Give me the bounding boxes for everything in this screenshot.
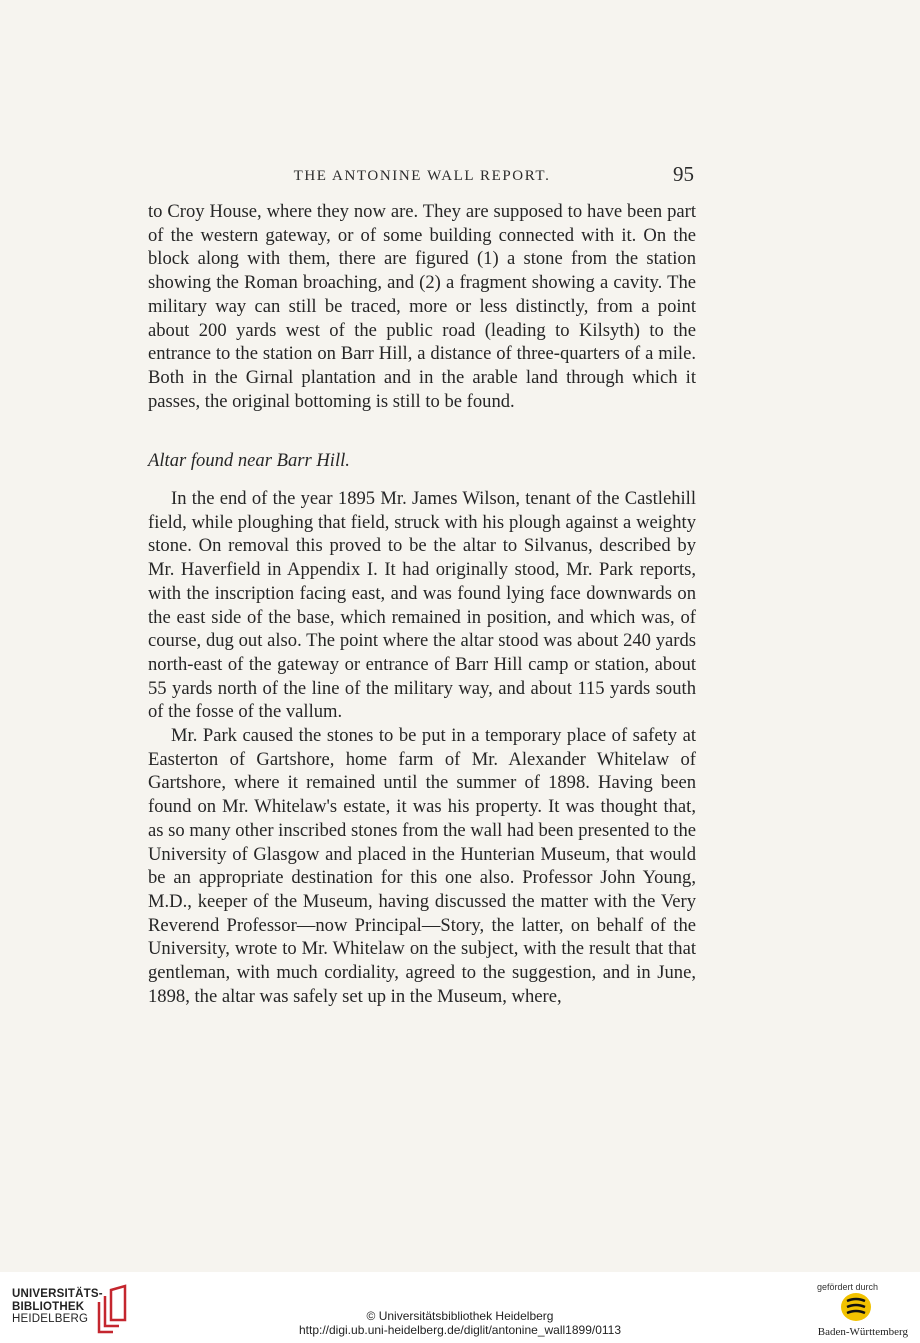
section-heading: Altar found near Barr Hill. <box>148 450 350 472</box>
sponsor-label: gefördert durch <box>816 1282 878 1292</box>
library-line-2: BIBLIOTHEK <box>12 1300 85 1313</box>
library-line-3: HEIDELBERG <box>12 1313 89 1325</box>
running-head <box>148 164 696 188</box>
baden-wuerttemberg-emblem-icon <box>840 1292 872 1327</box>
paragraph-3: Mr. Park caused the stones to be put in a temporary place of safety at Easterton of Gartshore, home farm of Mr. Alexander Whitelaw of Gartshore, where it remained until the summer of 1898. Having been found on Mr. Whitelaw's estate, it was his property. It was thought that, as so many other inscribed stones from the wall had been presented to the University of Glasgow and placed in the Hunterian Museum, that would be an appropriate destination for this one also. Professor John Young, M.D., keeper of the Museum, having discussed the matter with the Very Reverend Professor—now Principal—Story, the latter, on behalf of the University, wrote to Mr. Whitelaw on the subject, with the result that that gentleman, with much cordiality, agreed to the suggestion, and in June, 1898, the altar was safely set up in the Museum, where, <box>148 725 696 1007</box>
paragraph-2: In the end of the year 1895 Mr. James Wilson, tenant of the Castlehill field, while ploughing that field, struck with his plough against a weighty stone. On removal this proved to be the altar to Silvanus, described by Mr. Haverfield in Appendix I. It had originally stood, Mr. Park reports, with the inscription facing east, and was found lying face downwards on the east side of the base, which remained in position, and which was, of course, dug out also. The point where the altar stood was about 240 yards north-east of the gateway or entrance of Barr Hill camp or station, about 55 yards north of the line of the military way, and about 115 yards south of the fosse of the vallum. <box>148 488 696 723</box>
page-number: 95 <box>673 162 694 186</box>
footer-bar <box>0 1272 920 1343</box>
running-title: THE ANTONINE WALL REPORT. <box>293 168 551 184</box>
body-text <box>148 200 696 1009</box>
document-url[interactable]: http://digi.ub.uni-heidelberg.de/diglit/antonine_wall1899/0113 <box>298 1323 622 1337</box>
paragraph-1: to Croy House, where they now are. They are supposed to have been part of the western gateway, or of some building connected with it. On the block along with them, there are figured (1) a stone from the station showing the Roman broaching, and (2) a fragment showing a cavity. The military way can still be traced, more or less distinctly, from a point about 200 yards west of the public road (leading to Kilsyth) to the entrance to the station on Barr Hill, a distance of three-quarters of a mile. Both in the Girnal plantation and in the arable land through which it passes, the original bottoming is still to be found. <box>148 201 696 412</box>
copyright-notice: © Universitätsbibliothek Heidelberg <box>366 1309 554 1323</box>
sponsor-name: Baden-Württemberg <box>817 1326 908 1338</box>
library-line-1: UNIVERSITÄTS- <box>12 1288 103 1300</box>
